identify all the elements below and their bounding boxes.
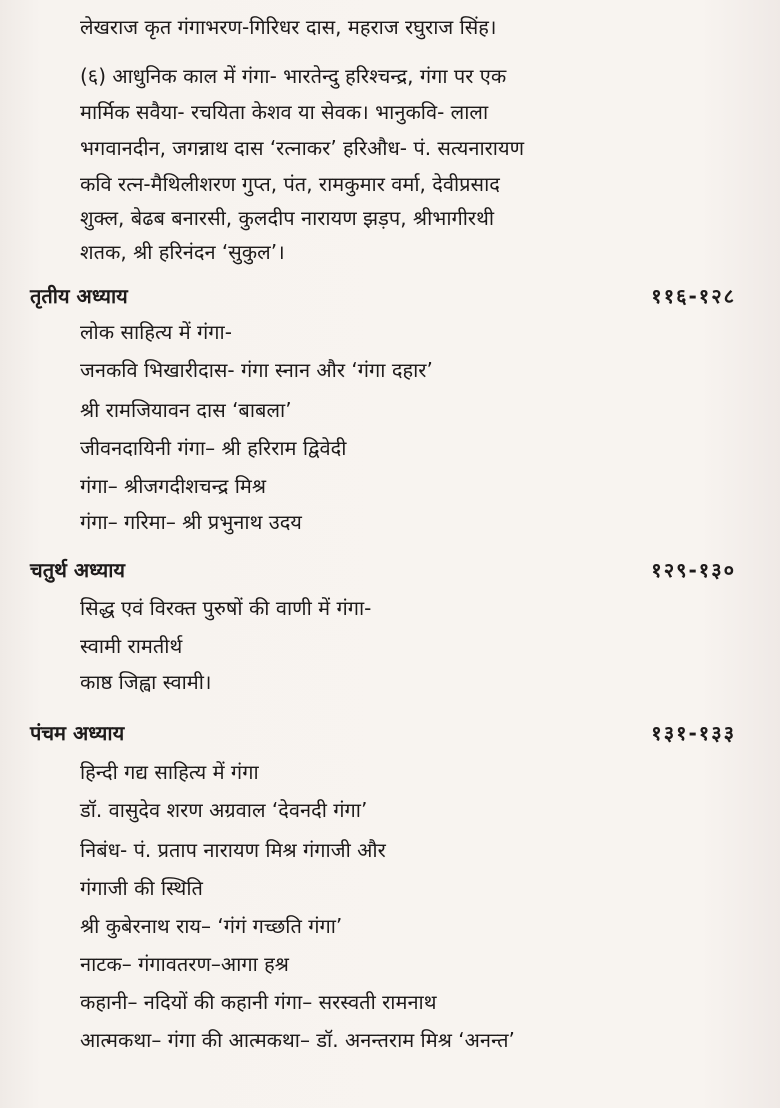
chapter-item: गंगा– श्रीजगदीशचन्द्र मिश्र [80,474,267,498]
chapter-item: लोक साहित्य में गंगा- [80,320,232,344]
chapter-item: डॉ. वासुदेव शरण अग्रवाल ‘देवनदी गंगा’ [80,798,368,822]
chapter-item: आत्मकथा– गंगा की आत्मकथा– डॉ. अनन्तराम मिश्र ‘अनन्त’ [80,1028,515,1052]
chapter-item: सिद्ध एवं विरक्त पुरुषों की वाणी में गंगा- [80,596,372,620]
intro-line: भगवानदीन, जगन्नाथ दास ‘रत्नाकर’ हरिऔध- पं. सत्यनारायण [80,136,525,160]
chapter-title: तृतीय अध्याय [30,284,128,308]
chapter-item: श्री कुबेरनाथ राय– ‘गंगं गच्छति गंगा’ [80,914,343,938]
intro-line: कवि रत्न-मैथिलीशरण गुप्त, पंत, रामकुमार वर्मा, देवीप्रसाद [80,172,500,196]
chapter-item: नाटक– गंगावतरण–आगा हश्र [80,952,289,976]
chapter-title: चतुर्थ अध्याय [30,558,126,582]
chapter-item: स्वामी रामतीर्थ [80,634,183,658]
chapter-pages: १२९-१३० [651,558,736,582]
chapter-item: जनकवि भिखारीदास- गंगा स्नान और ‘गंगा दहार’ [80,358,433,382]
chapter-item: निबंध- पं. प्रताप नारायण मिश्र गंगाजी और [80,838,386,862]
chapter-pages: १३१-१३३ [651,721,736,745]
intro-line: शतक, श्री हरिनंदन ‘सुकुल’। [80,240,285,264]
chapter-item: जीवनदायिनी गंगा– श्री हरिराम द्विवेदी [80,436,347,460]
chapter-item: कहानी– नदियों की कहानी गंगा– सरस्वती रामनाथ [80,990,437,1014]
chapter-pages: ११६-१२८ [651,284,736,308]
chapter-item: हिन्दी गद्य साहित्य में गंगा [80,760,259,784]
intro-line: लेखराज कृत गंगाभरण-गिरिधर दास, महराज रघुराज सिंह। [80,15,497,39]
chapter-item: गंगाजी की स्थिति [80,876,203,900]
intro-line: मार्मिक सवैया- रचयिता केशव या सेवक। भानुकवि- लाला [80,100,489,124]
chapter-title: पंचम अध्याय [30,721,125,745]
intro-line: (६) आधुनिक काल में गंगा- भारतेन्दु हरिश्चन्द्र, गंगा पर एक [80,64,507,88]
chapter-item: गंगा– गरिमा– श्री प्रभुनाथ उदय [80,510,302,534]
intro-line: शुक्ल, बेढब बनारसी, कुलदीप नारायण झड़प, श्रीभागीरथी [80,206,495,230]
chapter-item: काष्ठ जिह्वा स्वामी। [80,670,212,694]
chapter-item: श्री रामजियावन दास ‘बाबला’ [80,398,292,422]
